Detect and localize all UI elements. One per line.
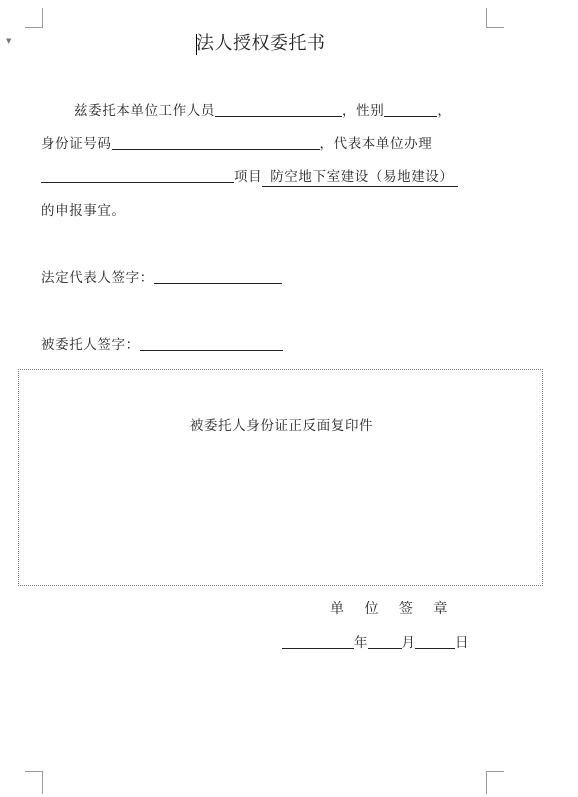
crop-mark-top-left (25, 8, 43, 28)
month-label: 月 (401, 635, 415, 651)
legal-rep-signature-line[interactable] (41, 268, 282, 288)
employee-name-blank[interactable] (215, 101, 342, 117)
line1-end-punct: ， (437, 103, 452, 119)
crop-mark-bottom-right (486, 771, 504, 794)
entrust-text: 兹委托本单位工作人员 (74, 103, 215, 119)
crop-mark-bottom-left (25, 771, 43, 794)
body-line-4[interactable]: 的申报事宜。 (41, 203, 126, 219)
project-label: 项目 (234, 169, 263, 185)
id-copy-box-label: 被委托人身份证正反面复印件 (189, 418, 374, 434)
year-blank[interactable] (282, 633, 354, 649)
unit-seal-label: 单 位 签 章 (330, 601, 456, 617)
document-title[interactable]: 法人授权委托书 (196, 33, 326, 54)
month-blank[interactable] (368, 633, 402, 649)
body-line-3[interactable] (41, 167, 458, 187)
day-label: 日 (455, 635, 469, 651)
represent-text: ，代表本单位办理 (319, 136, 433, 152)
id-number-blank[interactable] (112, 134, 320, 150)
legal-rep-label: 法定代表人签字： (41, 270, 154, 286)
year-label: 年 (354, 635, 368, 651)
agent-signature-line[interactable] (41, 335, 283, 355)
id-copy-box[interactable] (18, 369, 543, 586)
agent-label: 被委托人签字： (41, 337, 140, 353)
day-blank[interactable] (415, 633, 455, 649)
date-line[interactable] (282, 633, 469, 653)
project-blank[interactable] (41, 167, 234, 183)
crop-mark-top-right (486, 8, 504, 28)
gender-label: ，性别 (342, 103, 385, 119)
gender-blank[interactable] (384, 101, 437, 117)
project-name[interactable]: 防空地下室建设（易地建设） (262, 169, 457, 187)
id-number-label: 身份证号码 (41, 136, 112, 152)
collapse-heading-icon[interactable]: ▼ (6, 37, 12, 45)
body-line-2[interactable] (41, 134, 432, 154)
legal-rep-signature-blank[interactable] (154, 268, 282, 284)
body-line-1[interactable] (74, 101, 451, 121)
agent-signature-blank[interactable] (140, 335, 283, 351)
